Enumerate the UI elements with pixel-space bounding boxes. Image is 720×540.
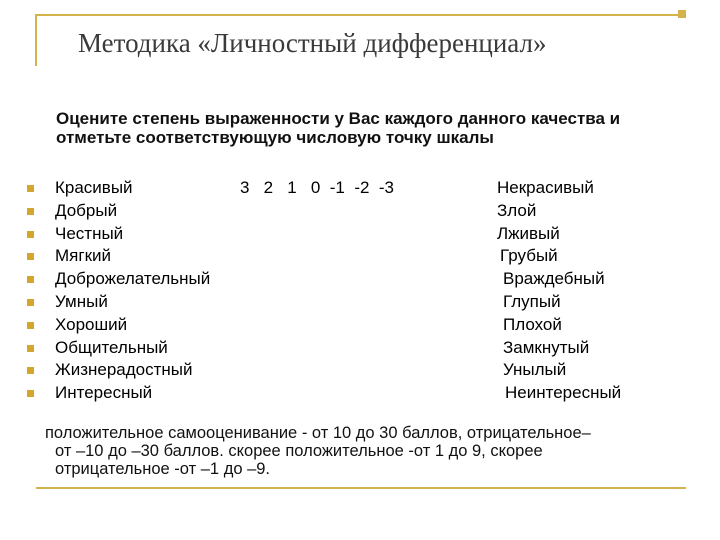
trait-negative: Злой (497, 200, 537, 220)
trait-negative: Глупый (503, 292, 561, 311)
bullet-icon (27, 253, 34, 260)
left-frame-line (35, 14, 37, 66)
trait-row (0, 314, 720, 336)
trait-positive: Жизнерадостный (55, 360, 193, 380)
trait-negative: Некрасивый (497, 178, 594, 197)
scoring-note-line-1: положительное самооценивание - от 10 до 30 баллов, отрицательное– (45, 424, 591, 442)
scoring-note-line-2: от –10 до –30 баллов. скорее положительное -от 1 до 9, скорее (55, 442, 543, 460)
scoring-note (30, 424, 690, 478)
trait-row (0, 337, 720, 359)
rating-scale: 3 2 1 0 -1 -2 -3 (240, 178, 395, 197)
bullet-icon (27, 231, 34, 238)
trait-row (0, 382, 720, 404)
trait-negative: Грубый (500, 246, 558, 266)
trait-positive: Хороший (55, 314, 128, 334)
trait-negative: Унылый (503, 360, 567, 380)
bottom-divider (36, 487, 686, 489)
bullet-icon (27, 299, 34, 306)
instruction-text: Оцените степень выраженности у Вас каждого данного качества и отметьте соответствующую числовую точку шкалы (56, 109, 621, 147)
trait-positive: Общительный (55, 337, 168, 357)
trait-negative: Замкнутый (503, 337, 590, 357)
trait-negative: Враждебный (503, 269, 605, 289)
bullet-icon (27, 367, 34, 374)
bullet-icon (27, 345, 34, 352)
trait-positive: Добрый (55, 200, 118, 220)
trait-row (0, 200, 720, 222)
trait-positive: Красивый (55, 178, 133, 197)
trait-row (0, 268, 720, 290)
bullet-icon (27, 276, 34, 283)
trait-row (0, 359, 720, 381)
frame-corner-marker (678, 10, 686, 18)
bullet-icon (27, 390, 34, 397)
trait-row (0, 223, 720, 245)
trait-positive: Интересный (55, 383, 153, 403)
bullet-icon (27, 208, 34, 215)
bullet-icon (27, 322, 34, 329)
trait-row (0, 245, 720, 267)
trait-negative: Неинтересный (505, 383, 622, 403)
trait-negative: Лживый (497, 223, 560, 243)
slide-title: Методика «Личностный дифференциал» (78, 28, 547, 58)
trait-positive: Честный (55, 223, 124, 243)
bullet-icon (27, 185, 34, 192)
trait-positive: Умный (55, 292, 108, 311)
trait-negative: Плохой (503, 314, 562, 334)
trait-positive: Доброжелательный (55, 269, 211, 289)
top-frame-line (35, 14, 685, 16)
scoring-note-line-3: отрицательное -от –1 до –9. (55, 460, 271, 478)
trait-row (0, 291, 720, 313)
trait-row (0, 177, 720, 199)
trait-positive: Мягкий (55, 246, 111, 266)
